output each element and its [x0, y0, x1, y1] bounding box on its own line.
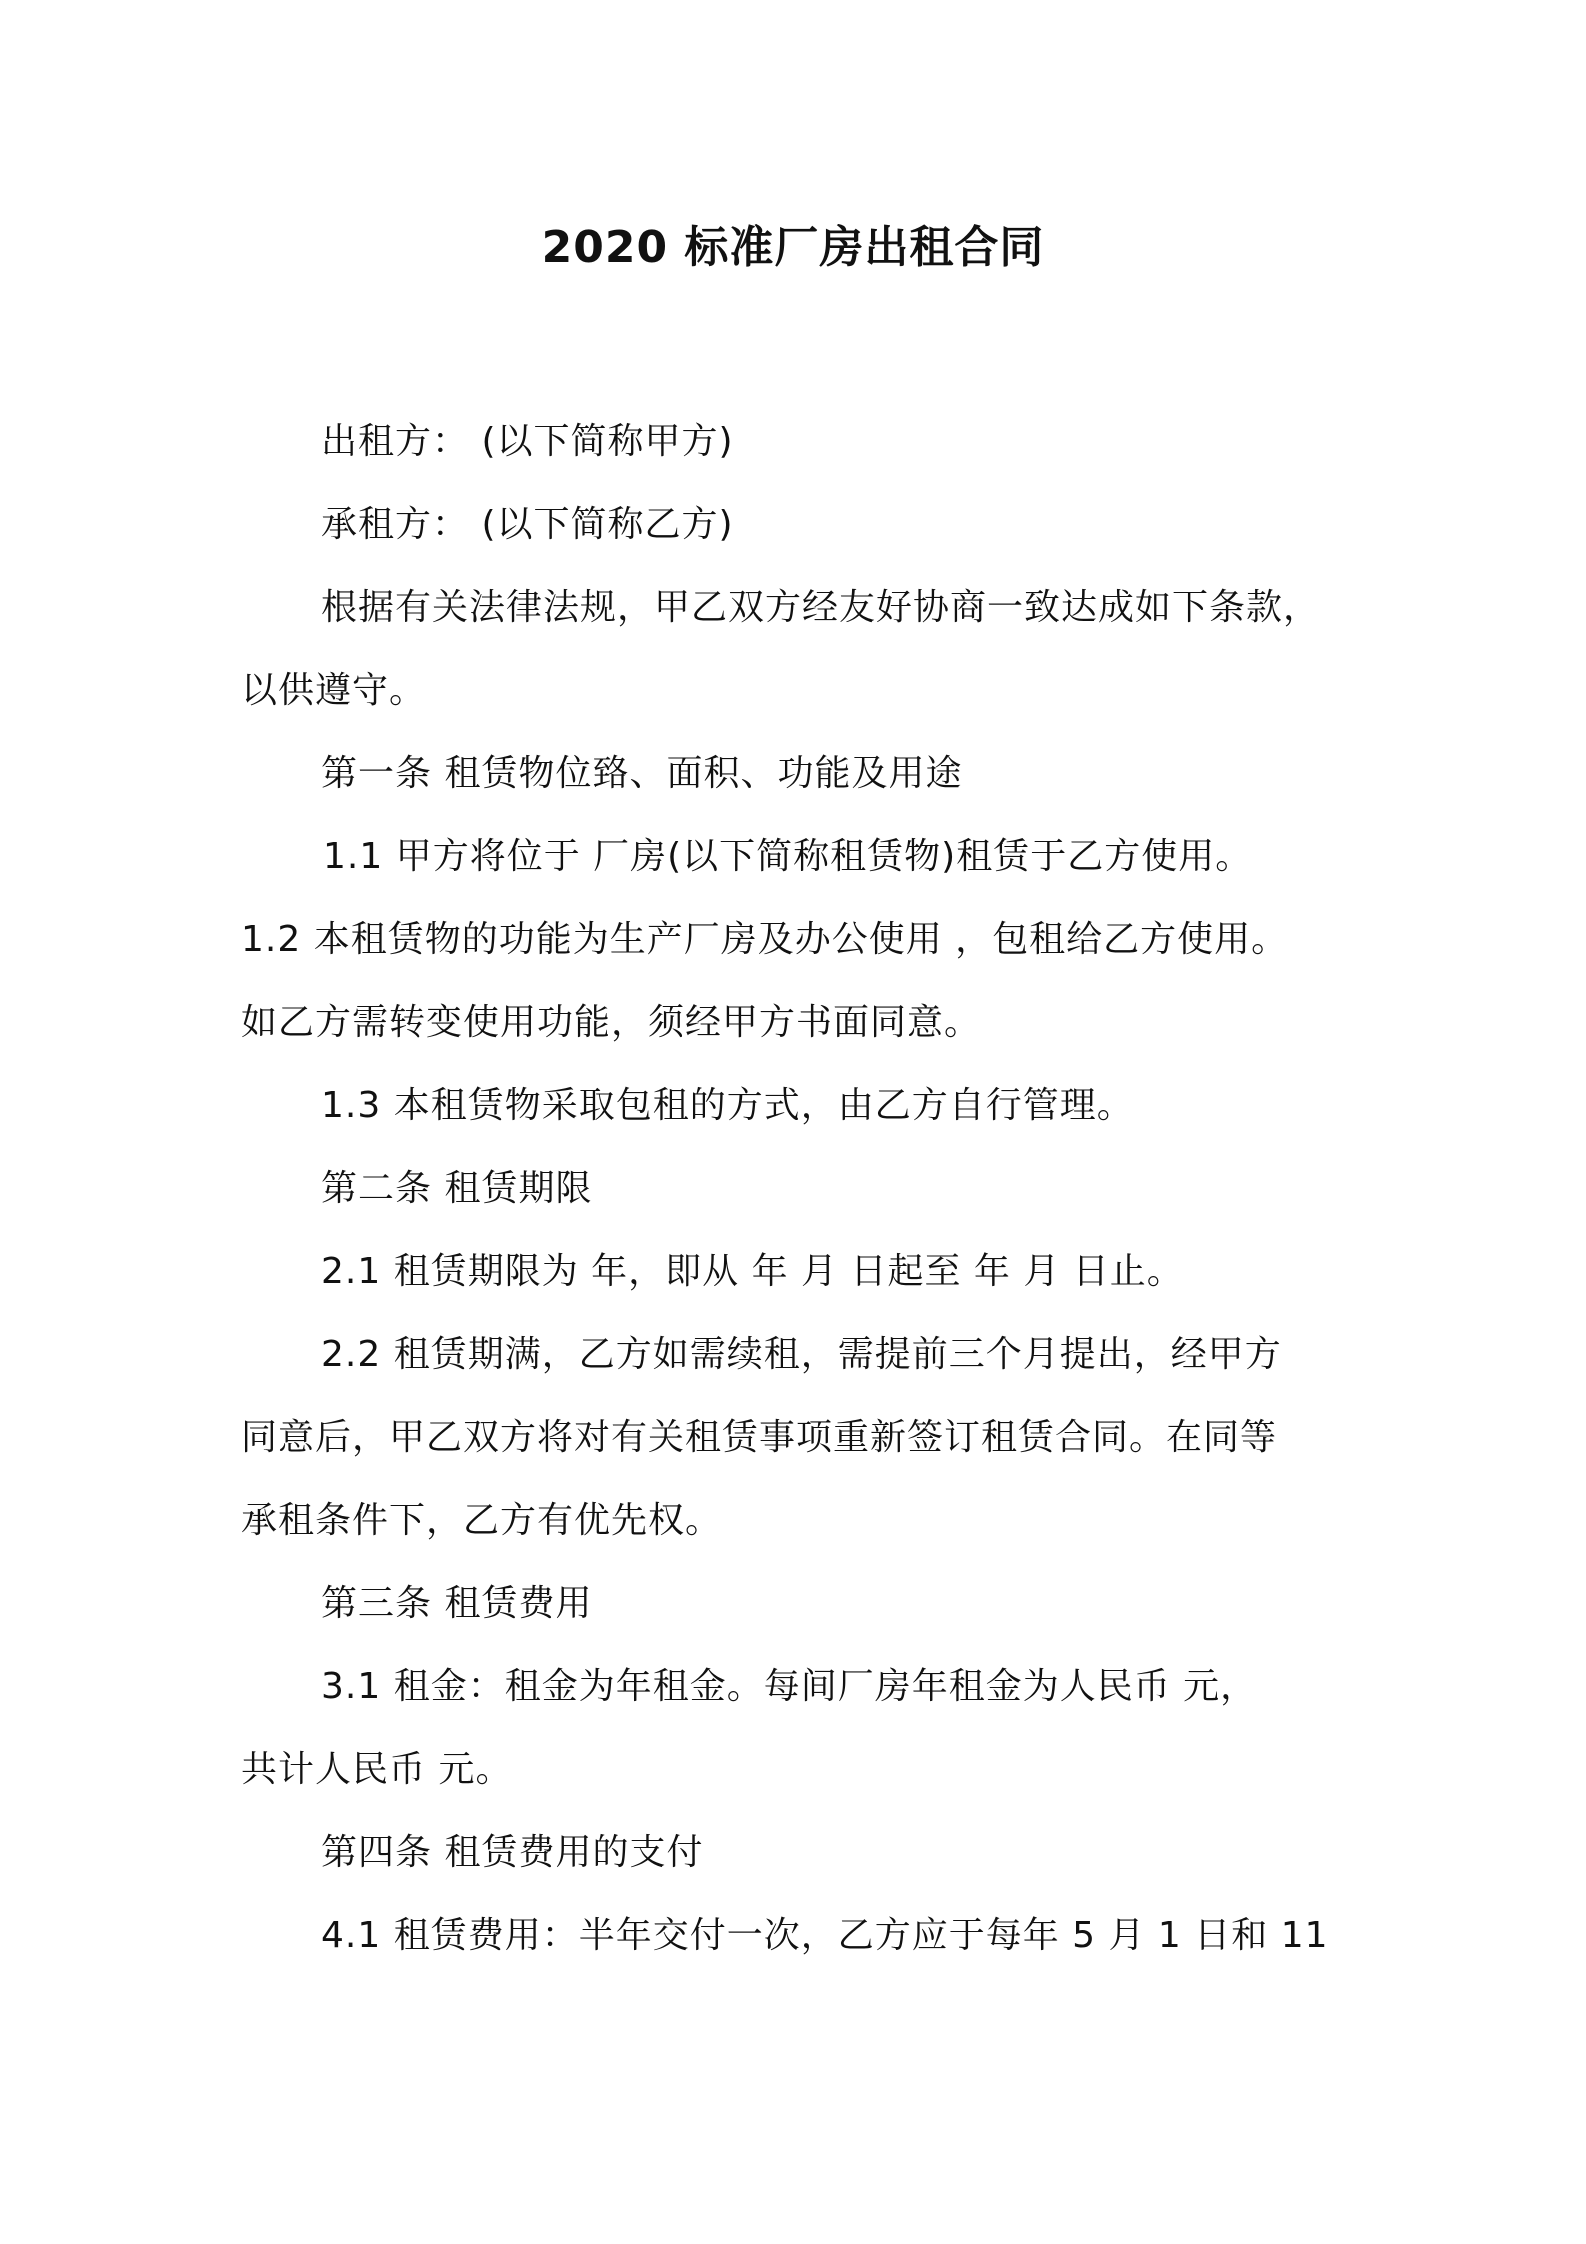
article-2-heading: 第二条 租赁期限: [321, 1168, 593, 1209]
clause-2-2-line-2: 同意后，甲乙双方将对有关租赁事项重新签订租赁合同。在同等: [241, 1417, 1278, 1458]
document-title: 2020 标准厂房出租合同: [541, 222, 1045, 273]
clause-2-2-line-1: 2.2 租赁期满，乙方如需续租，需提前三个月提出，经甲方: [321, 1334, 1282, 1375]
clause-4-1-line-1: 4.1 租赁费用：半年交付一次，乙方应于每年 5 月 1 日和 11: [321, 1915, 1329, 1956]
clause-3-1-line-2: 共计人民币 元。: [241, 1749, 513, 1790]
lessee-line: 承租方： (以下简称乙方): [321, 504, 734, 545]
article-4-heading: 第四条 租赁费用的支付: [321, 1832, 704, 1873]
clause-1-3: 1.3 本租赁物采取包租的方式，由乙方自行管理。: [321, 1085, 1134, 1126]
clause-1-2-line-2: 如乙方需转变使用功能，须经甲方书面同意。: [241, 1002, 982, 1043]
article-3-heading: 第三条 租赁费用: [321, 1583, 593, 1624]
clause-2-2-line-3: 承租条件下，乙方有优先权。: [241, 1500, 723, 1541]
lessor-line: 出租方： (以下简称甲方): [321, 421, 734, 462]
preamble-line-2: 以供遵守。: [241, 670, 427, 711]
clause-1-1: 1.1 甲方将位于 厂房(以下简称租赁物)租赁于乙方使用。: [323, 836, 1253, 877]
clause-3-1-line-1: 3.1 租金：租金为年租金。每间厂房年租金为人民币 元，: [321, 1666, 1258, 1707]
article-1-heading: 第一条 租赁物位臵、面积、功能及用途: [321, 753, 963, 794]
document-body: [241, 400, 1361, 1977]
preamble-line-1: 根据有关法律法规，甲乙双方经友好协商一致达成如下条款，: [321, 587, 1321, 628]
clause-1-2-line-1: 1.2 本租赁物的功能为生产厂房及办公使用 ，包租给乙方使用。: [241, 919, 1289, 960]
clause-2-1: 2.1 租赁期限为 年，即从 年 月 日起至 年 月 日止。: [321, 1251, 1184, 1292]
